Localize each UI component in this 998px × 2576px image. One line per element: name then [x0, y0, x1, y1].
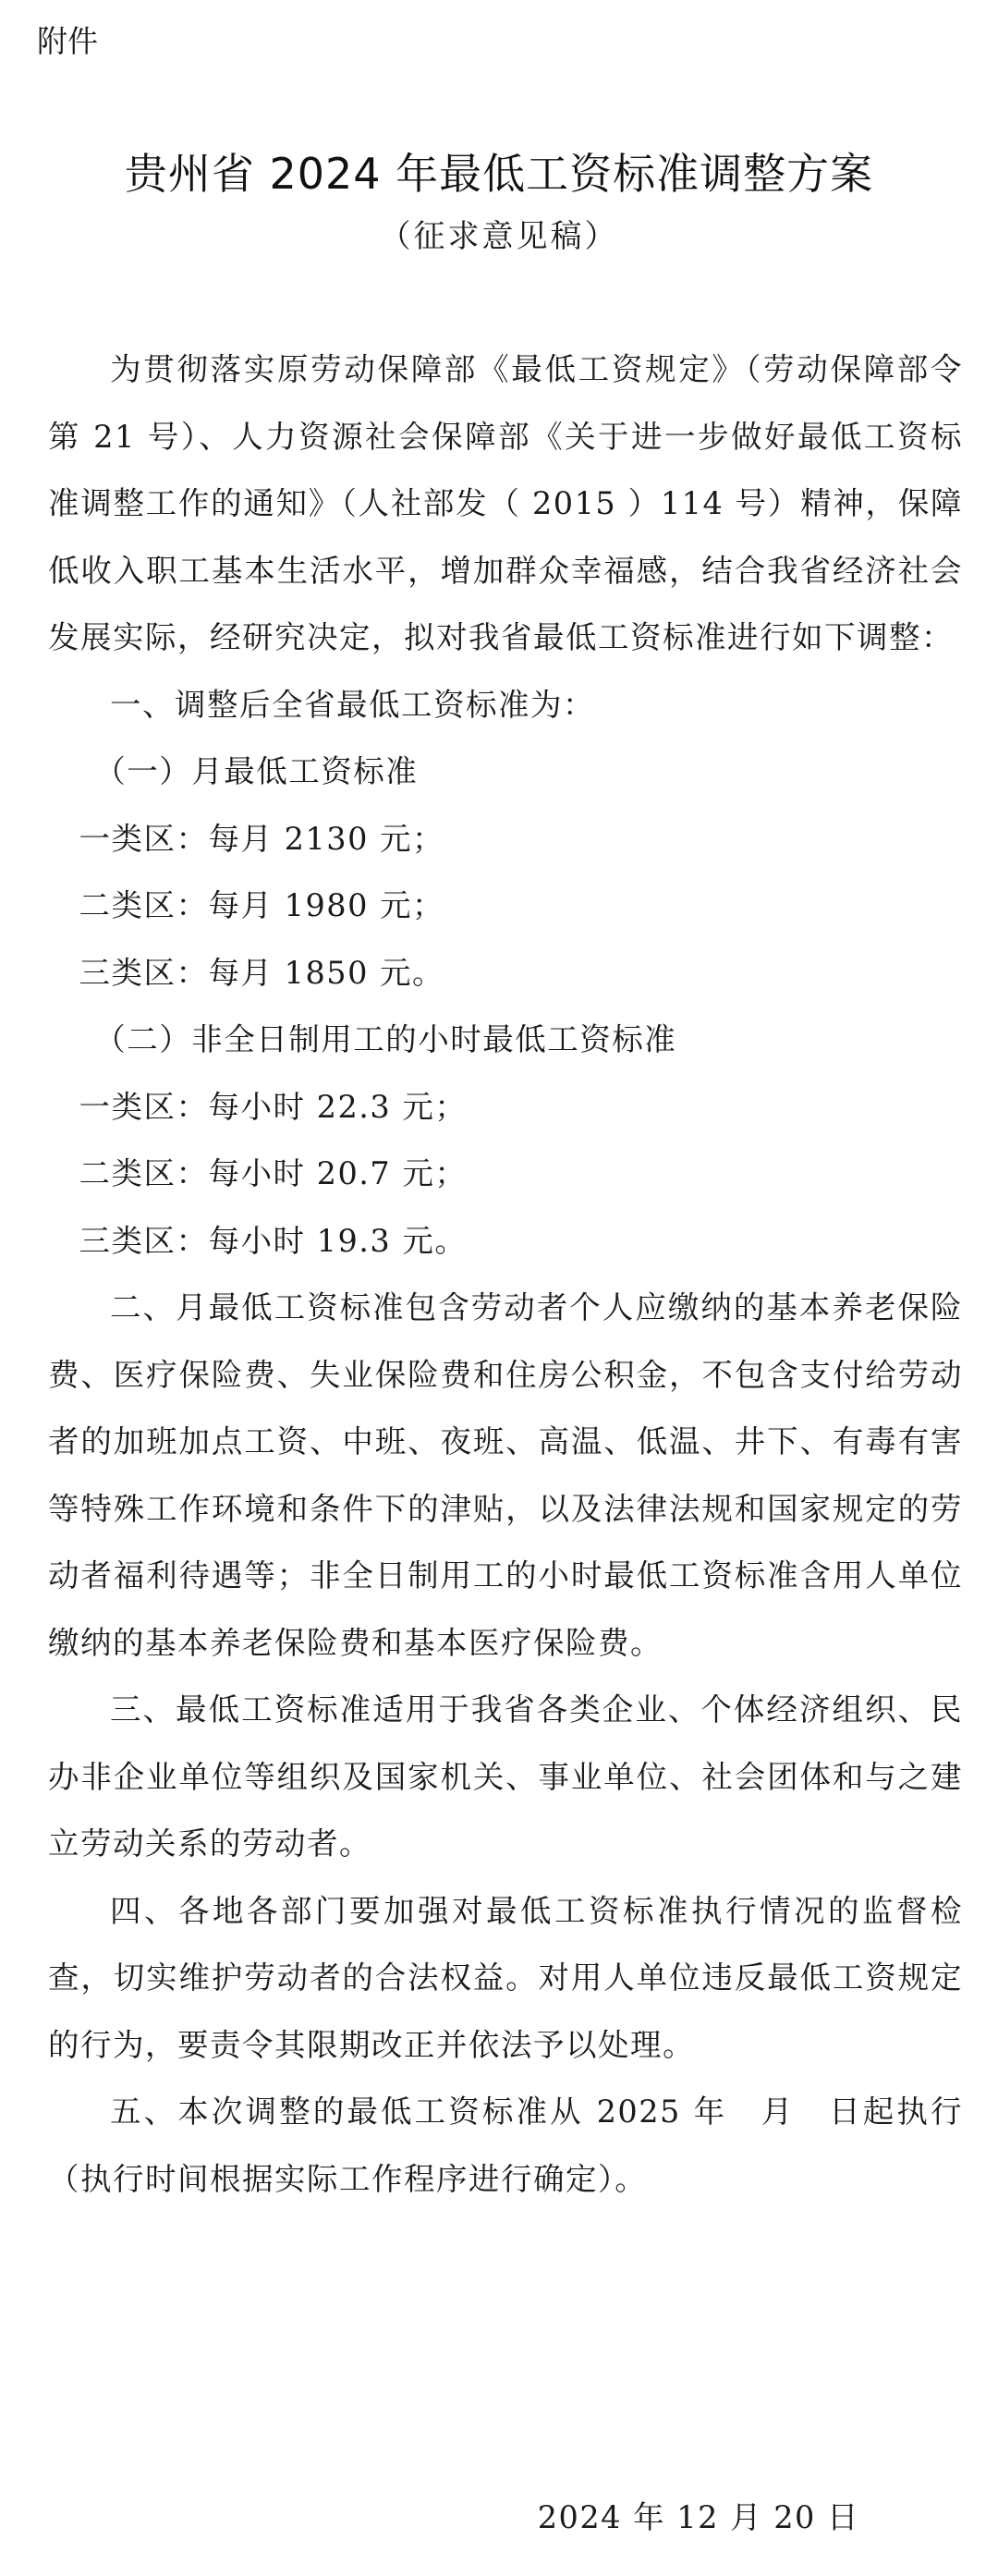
- section2-paragraph: 二、月最低工资标准包含劳动者个人应缴纳的基本养老保险费、医疗保险费、失业保险费和住房公积金，不包含支付给劳动者的加班加点工资、中班、夜班、高温、低温、井下、有毒有害等特殊工作环境和条件下的津贴，以及法律法规和国家规定的劳动者福利待遇等；非全日制用工的小时最低工资标准含用人单位缴纳的基本养老保险费和基本医疗保险费。: [48, 1289, 963, 1661]
- intro-paragraph: 为贯彻落实原劳动保障部《最低工资规定》（劳动保障部令第 21 号）、人力资源社会保障部《关于进一步做好最低工资标准调整工作的通知》（人社部发（ 2015 ）114 号）精神，保障低收入职工基本生活水平，增加群众幸福感，结合我省经济社会发展实际，经研究决定，拟对我省最低工资标准进行如下调整：: [48, 351, 963, 655]
- document-subtitle: （征求意见稿）: [379, 218, 619, 255]
- monthly-standard-heading: （一）月最低工资标准: [94, 753, 419, 789]
- hourly-zone3: 三类区：每小时 19.3 元。: [79, 1222, 468, 1259]
- monthly-zone2: 二类区：每月 1980 元；: [79, 887, 445, 923]
- document-body: [48, 336, 963, 2213]
- document-title: 贵州省 2024 年最低工资标准调整方案: [124, 149, 874, 199]
- hourly-zone2: 二类区：每小时 20.7 元；: [79, 1155, 468, 1191]
- hourly-zone1: 一类区：每小时 22.3 元；: [79, 1088, 468, 1125]
- attachment-label: 附件: [37, 23, 98, 59]
- section4-paragraph: 四、各地各部门要加强对最低工资标准执行情况的监督检查，切实维护劳动者的合法权益。对用人单位违反最低工资规定的行为，要责令其限期改正并依法予以处理。: [48, 1892, 963, 2063]
- section3-paragraph: 三、最低工资标准适用于我省各类企业、个体经济组织、民办非企业单位等组织及国家机关、事业单位、社会团体和与之建立劳动关系的劳动者。: [48, 1691, 963, 1862]
- section1-heading: 一、调整后全省最低工资标准为：: [110, 686, 595, 723]
- document-date: 2024 年 12 月 20 日: [537, 2499, 859, 2535]
- monthly-zone3: 三类区：每月 1850 元。: [79, 954, 445, 991]
- monthly-zone1: 一类区：每月 2130 元；: [79, 820, 445, 857]
- section5-paragraph: 五、本次调整的最低工资标准从 2025 年 月 日起执行（执行时间根据实际工作程序进行确定）。: [48, 2094, 963, 2197]
- hourly-standard-heading: （二）非全日制用工的小时最低工资标准: [94, 1021, 677, 1057]
